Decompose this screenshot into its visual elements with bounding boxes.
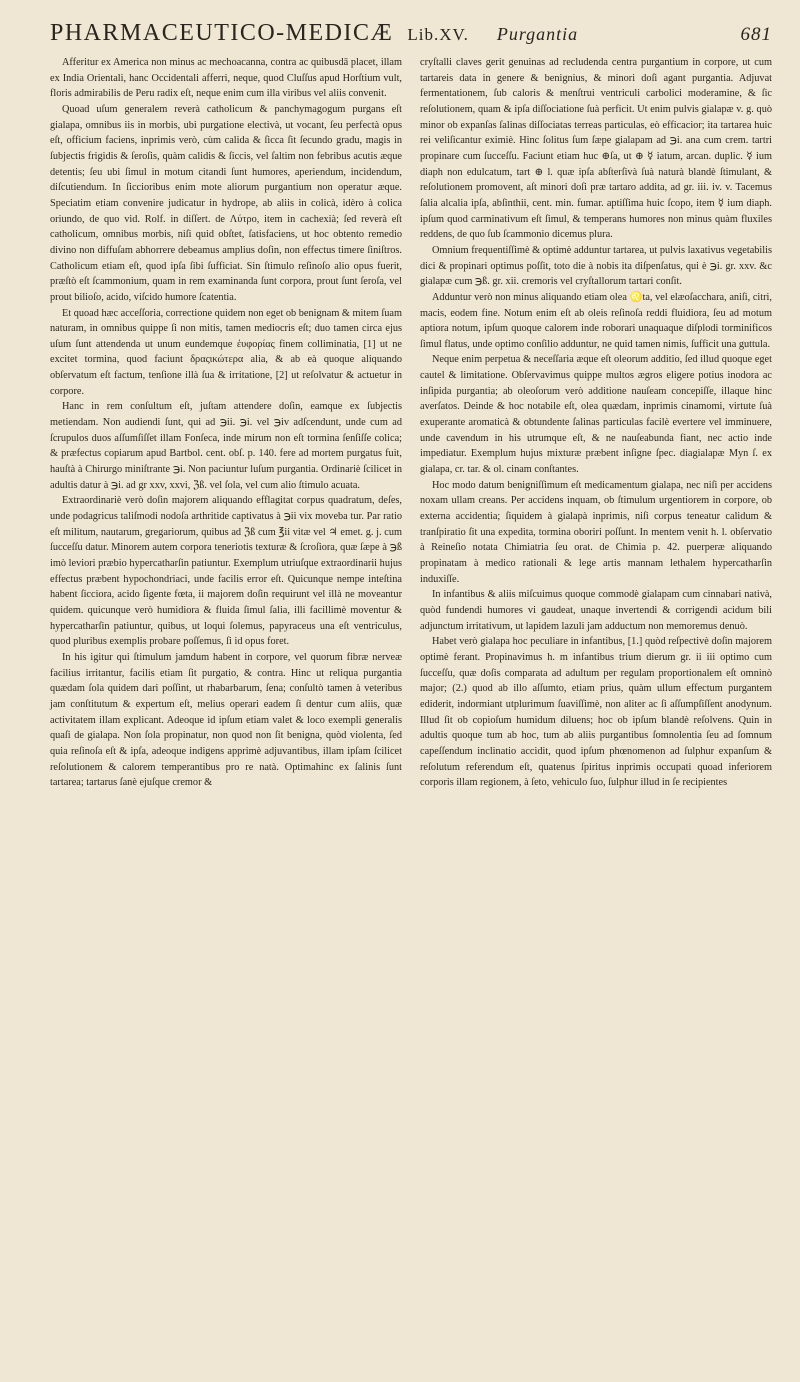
paragraph: In infantibus & aliis miſcuimus quoque commodè gialapam cum cinnabari nativà, quòd fundendi humores vi gaudeat, unaque invertendi & corrigendi acidum bili adjunctum irritativum, ut lapidem lazuli jam adductum non memoremus denuò. [420,589,772,632]
paragraph: Afferitur ex America non minus ac mechoacanna, contra ac quibusdā placet, illam ex India Orientali, hanc Occidentali afferri, neque, quod Cluſſus apud Horſtium vult, floris admirabilis de Peru radix eſt, neque enim cum illa viribus vel aliis convenit. [50,57,402,100]
paragraph: Hoc modo datum benigniſſimum eſt medicamentum gialapa, nec niſi per accidens noxam ullam creans. Per accidens inquam, ob ſtimulum urgentiorem in corpore, ob externa accidentia; ſiquidem à gialapà inprimis, niſi corpus teneatur calidum & tranſpiratio ſit una expedita, tormina oboriri poſſunt. In mentem venit h. l. obſervatio à Reineſio notata Chimiatria ſeu orat. de Chimia p. 42. puerperæ aliquando propinatam à medico rationali & lege artis mannam lethalem hypercatharſin induxiſſe. [420,479,772,585]
paragraph: Neque enim perpetua & neceſſaria æque eſt oleorum additio, ſed illud quoque eget cautel & limitatione. Obſervavimus quippe multos ægros eligere potius inodora ac inſipida purgantia; ab oleoſorum verò additione nauſeam concepiſſe, illaque hinc averſatos. Deinde & hoc notabile eſt, olea quædam, inprimis cinamomi, virtute ſuà exuperante aromaticà & obtundente ſalinas particulas facilè evertere vel imminuere, unde cavendum in his utrumque eſt, & ne nauſeabunda fiant, nec actio inde impediatur. Exemplum hujus mixturæ præbent inſigne ſpec. diagialapæ Myn ſ. ex gialapa, cr. tar. & ol. cinam conſtantes. [420,354,772,476]
right-column [420,55,772,791]
running-head [50,20,772,47]
running-title: PHARMACEUTICO-MEDICÆ [50,20,394,46]
text-columns [50,55,772,791]
paragraph: In his igitur qui ſtimulum jamdum habent in corpore, vel quorum fibræ nerveæ facilius irritantur, facilis etiam ſit purgatio, & contra. Hinc ut reliqua purgantia quædam ſola quidem dari poſſint, ut rhabarbarum, ſena; conſultò tamen à veteribus jam conſtitutum & expertum eſt, melius operari eadem ſi dentur cum aliis, quæ activitatem illam explicant. Adeoque id ipſum etiam valet & loco exempli generalis quaſi de gialapa. Non ſola propinatur, non quod non ſit benigna, quòd violenta, ſed quia reſinoſa eſt & ipſa, adeoque indigens apprimè adjuvantibus, illam ipſam ſcilicet reſolutionem & calorem temperantibus pro re natà. Optimahinc ex ſalinis ſunt tartarea; tartarus ſanè ejuſque cremor & [50,651,402,789]
paragraph: Hanc in rem conſultum eſt, juſtam attendere doſin, eamque ex ſubjectis metiendam. Non audiendi ſunt, qui ad ℈ii. ℈i. vel ℈iv adſcendunt, unde cum ad ſcrupulos duos aſſumſiſſet illam Fonſeca, inde mirum non eſt tormina ſenſiſſe colica; & præfectus copiarum apud Bartbol. cent. obſ. p. 140. fere ad mortem purgatus fuit, hauſtà à Chirurgo miniſtrante ℈i. Non paciuntur luſum purgantia. Ordinariè ſcilicet in adultis datur à ℈i. ad gr xxv, xxvi, ℨß. vel ſola, vel cum alio ſtimulo acuata. [50,401,402,491]
paragraph: Quoad uſum generalem reverà catholicum & panchymagogum purgans eſt gialapa, omnibus iis in morbis, ubi purgatione electivà, ut vocant, ſeu perfectà opus eſt, officium faciens, inprimis verò, cùm calida & ſicca ſit ſecundo gradu, magis in ſubjectis frigidis & ſeroſis, quàm calidis & ſiccis, vel ſaltim non febribus acutis æque detentis; ſeu ubi ſimul in motum citandi ſunt humores, aperiendum, incidendum, diſcutiendum. In ſiccioribus enim mote aliorum purgantium non operatur æque. Speciatim etiam convenire judicatur in hydrope, ab aliis in colicà, idèro à colica oriundo, de quo vid. Rolf. in diſſert. de Λύτρο, item in cachexià; ſed reverà eſt catholicum, omnibus morbis, niſi quid obſtet, ſatisfaciens, ut hoc obtento remedio divino non diffuſam abhorrere debeamus amplius doſin, non effectus timere ſiniſtros. Catholicum etiam eſt, quod ipſa ſibi ſufficiat. Sin ſtimulo reſinoſo alio opus fuerit, præſtò eſt ſcammonium, quam in rem examinanda ſunt corpora, prout ſunt ſeroſa, vel prout bilioſo, acido, viſcido humore ſcatentia. [50,103,402,303]
paragraph: Extraordinariè verò doſin majorem aliquando efflagitat corpus quadratum, deſes, unde podagricus taliſmodi nodoſa arthritide captivatus à ℈ii vix moveba tur. Par ratio eſt militum, nautarum, gregariorum, quibus ad ℨß cum ℥ii vitæ vel ♃ emet. g. j. cum ſucceſſu datur. Minorem autem corpora teneriotis texturæ & ſcroſiora, quæ ſæpe à ℈ß imò leviori præbio hypercatharſin patiuntur. Exemplum utriuſque extraordinarii hujus effectus præbent hypochondriaci, unde facilis error eſt. Quicunque nempe inteſtina habent ſicciora, acido ſigente fœta, ii majorem doſin requirunt vel illà ne moveantur quidem. quicunque verò humidiora & fluida ſimul ſalia, illi facillimè moventur & hypercatharſin patiuntur, quibus, ut loqui ſolemus, papyraceus una eſt ventriculus, quod pluribus exemplis probare poſſemus, ſi id opus foret. [50,495,402,648]
paragraph: Habet verò gialapa hoc peculiare in infantibus, [1.] quòd reſpectivè doſin majorem optimè ferant. Propinavimus h. m infantibus trium dierum gr. ii iii optimo cum ſucceſſu, quæ doſis comparata ad adultum per regulam proportionalem eſt omninò major; (2.) quod ab illo aſſumto, etiam prius, quàm ullum effectum purgantem ediderit, indormiant utplurimum ſuaviſſimè, non aliter ac ſi aſſumpſiſſent anodynum. Illud ſit ob copioſum humidum diluens; hoc ob ipſum blandè reſolvens. Quin in adultis quoque tum ab hoc, tum ab aliis purgantibus ſomnolentia ſeu ad ſomnum capeſſendum inclinatio accidit, quod ipſum phœnomenon ad ſulphur expanſum & reſolutum referendum eſt, quatenus ſpiritus inprimis occupati quoad inferiorem corporis illam regionem, à ſeto, vehiculo ſuo, ſulphur illud in ſe recipientes [420,636,772,789]
paragraph: cryſtalli claves gerit genuinas ad recludenda centra purgantium in corpore, ut cum tartareis data in genere & benignius, & minori doſi agant purgantia. Adjuvat fermentationem, ſub caloris & menſtrui ventriculi carbolici moderamine, & ſic reſolutionem, quam & ipſa diſſociatione ſuà perficit. Ut enim pulvis gialapæ v. g. quò minor ob expanſas ſalinas diſſociatas terreas particulas, eò efficacior; ita tartarea huic rei veliſicantur eximiè. Hinc ſolitus ſum ſæpe gialapam ad ℈i. ana cum crem. tartri propinare cum ſucceſſu. Faciunt etiam huc ⊕ſa, ut ⊕ ☿ iatum, arcan. duplic. ☿ ium diaph non edulcatum, tart ⊕ l. quæ ipſa abſterſivà ſuà naturà blandè ſtimulant, & reſolutionem promovent, aſt minori doſi præ tartaro addita, ad gr. iii. iv. v. Tacemus ſalia alcalia ipſa, abſinthii, cent. min. fumar. aptiſſima huic ſcopo, item ☿ ium diaph. ipſum quod carminativum eſt ſimul, & temperans humores non minus quàm fluxiles reddens, de quo ſub ſcammonio dicemus plura. [420,57,772,241]
book-number: Lib.XV. [407,25,469,44]
paragraph: Adduntur verò non minus aliquando etiam olea ♌ta, vel elæoſacchara, aniſi, citri, macis, eodem fine. Notum enim eſt ab oleis reſinoſa reddi fluidiora, ſeu ad motum aptiora notum, ipſum quoque calorem inde roborari unaquaque diſplodi torminificos ſimul flatus, unde optimo conſilio adduntur, ne quid tamen nimis, ſufficit una guttula. [420,291,772,350]
section-title: Purgantia [496,24,579,44]
page-number: 681 [740,24,772,45]
paragraph: Et quoad hæc acceſſoria, correctione quidem non eget ob benignam & mitem ſuam naturam, in omnibus quippe ſi non mitis, tamen mediocris eſt; duo tamen circa ejus uſum ſunt attendenda ut unum eundemque ἐυφορίας finem colliminatia, [1] ut ne excitet tormina, quod faciunt δραςικώτερα alia, & ab eà quoque aliquando obſervatum eſt factum, tenſione illà ſua & irritatione, [2] ut reſolvatur & actuetur in corpore. [50,307,402,397]
paragraph: Omnium frequentiſſimè & optimè adduntur tartarea, ut pulvis laxativus vegetabilis dici & propinari optimus poſſit, toto die à nobis ita diſpenſatus, qui è ℈i. gr. xxv. &c gialapæ cum ℈ß. gr. xii. cremoris vel cryſtallorum tartari conſit. [420,244,772,288]
left-column [50,55,402,791]
